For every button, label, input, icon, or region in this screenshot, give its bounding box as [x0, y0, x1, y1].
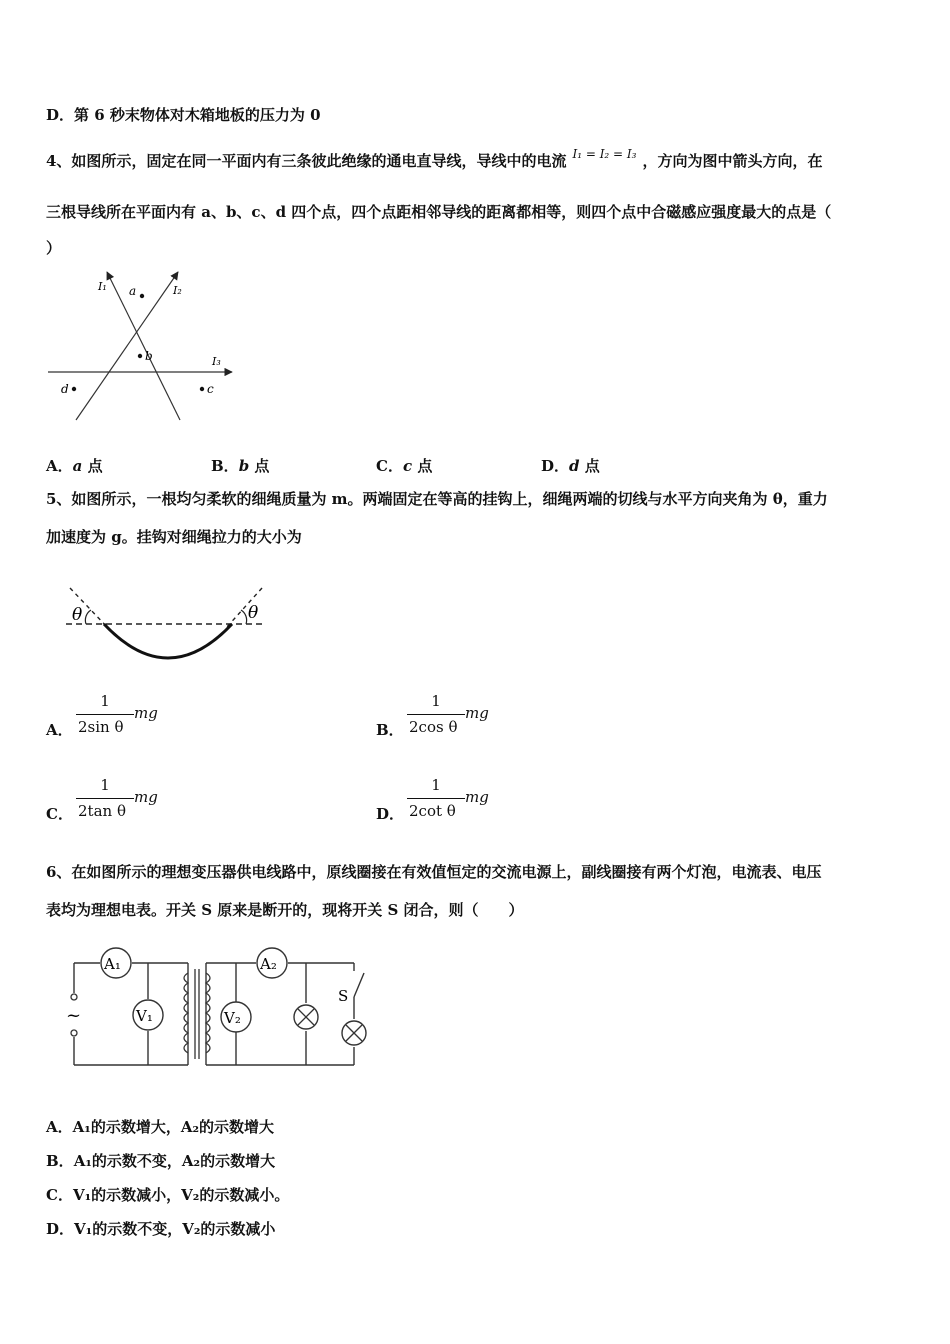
point-a [140, 294, 144, 298]
q6-stem-line2: 表均为理想电表。开关 S 原来是断开的，现将开关 S 闭合，则（ ） [46, 901, 524, 919]
fraction-numerator: 1 [431, 692, 441, 710]
q4-option-c: C．c 点 [376, 457, 433, 475]
q6-circuit-figure [60, 945, 370, 1077]
point-b [138, 354, 142, 358]
lamp-2-icon [342, 1021, 366, 1045]
right-angle-arc [241, 610, 247, 624]
fraction-denominator: 2cos θ [409, 718, 458, 736]
q4-line1-pre: 4、如图所示，固定在同一平面内有三条彼此绝缘的通电直导线，导线中的电流 [46, 152, 567, 170]
label-a1: A₁ [104, 955, 121, 973]
q4-option-d: D．d 点 [541, 457, 600, 475]
fraction-numerator: 1 [100, 776, 110, 794]
q5-rope-figure [60, 580, 270, 670]
q4-option-a: A．a 点 [46, 457, 103, 475]
point-d [72, 387, 76, 391]
label-i2: I₂ [173, 284, 182, 297]
q5-option-c-key: C． [46, 805, 73, 823]
fraction-denominator: 2cot θ [409, 802, 456, 820]
label-s: S [338, 987, 349, 1005]
q4-stem-line3: ） [46, 239, 62, 257]
label-c: c [207, 382, 214, 396]
q4-option-b: B．b 点 [211, 457, 270, 475]
label-a: a [129, 284, 137, 298]
q5-option-a-key: A． [46, 721, 73, 739]
label-right-theta: θ [248, 603, 259, 623]
q5-option-d-key: D． [376, 805, 405, 823]
q4-stem-line2: 三根导线所在平面内有 a、b、c、d 四个点，四个点距相邻导线的距离都相等，则四个点中合磁感应强度最大的点是（ [46, 203, 832, 221]
label-left-theta: θ [72, 605, 83, 625]
fraction-numerator: 1 [431, 776, 441, 794]
ac-terminal-bottom [71, 1030, 77, 1036]
lamp-1-icon [294, 1005, 318, 1029]
fraction-bar [76, 798, 134, 799]
fraction-bar [76, 714, 134, 715]
fraction-tail: mg [134, 788, 158, 806]
wire-i2 [76, 272, 178, 420]
fraction-tail: mg [465, 704, 489, 722]
fraction-tail: mg [134, 704, 158, 722]
left-angle-arc [85, 610, 91, 624]
fraction-bar [407, 714, 465, 715]
label-b: b [145, 349, 153, 363]
label-d: d [61, 382, 69, 396]
q6-option-c: C．V₁的示数减小，V₂的示数减小。 [46, 1186, 290, 1204]
label-v2: V₂ [224, 1009, 241, 1027]
q6-option-d: D．V₁的示数不变，V₂的示数减小 [46, 1220, 276, 1238]
point-c [200, 387, 204, 391]
q4-stem-line1 [46, 147, 823, 171]
fraction-numerator: 1 [100, 692, 110, 710]
q6-stem-line1: 6、在如图所示的理想变压器供电线路中，原线圈接在有效值恒定的交流电源上，副线圈接有两个灯泡，电流表、电压 [46, 863, 822, 881]
rope-curve [104, 624, 232, 658]
ac-symbol: ~ [66, 1005, 82, 1026]
q5-option-b-key: B． [376, 721, 404, 739]
ac-terminal-top [71, 994, 77, 1000]
fraction-tail: mg [465, 788, 489, 806]
wire-i1 [107, 272, 180, 420]
label-v1: V₁ [136, 1007, 153, 1025]
fraction-denominator: 2sin θ [78, 718, 124, 736]
fraction-denominator: 2tan θ [78, 802, 126, 820]
label-i3: I₃ [212, 355, 221, 368]
q4-formula: I₁ = I₂ = I₃ [572, 147, 637, 161]
q6-option-b: B．A₁的示数不变，A₂的示数增大 [46, 1152, 276, 1170]
fraction-bar [407, 798, 465, 799]
label-i1: I₁ [98, 280, 107, 293]
q4-wire-figure [40, 268, 250, 428]
label-a2: A₂ [260, 955, 277, 973]
switch-s-icon [354, 973, 364, 997]
q5-stem-line1: 5、如图所示，一根均匀柔软的细绳质量为 m。两端固定在等高的挂钩上，细绳两端的切线与水平方向夹角为 θ，重力 [46, 490, 828, 508]
q6-option-a: A．A₁的示数增大，A₂的示数增大 [46, 1118, 275, 1136]
q3-option-d: D．第 6 秒末物体对木箱地板的压力为 0 [46, 106, 321, 124]
q4-line1-post: ，方向为图中箭头方向，在 [642, 152, 823, 170]
q5-stem-line2: 加速度为 g。挂钩对细绳拉力的大小为 [46, 528, 302, 546]
